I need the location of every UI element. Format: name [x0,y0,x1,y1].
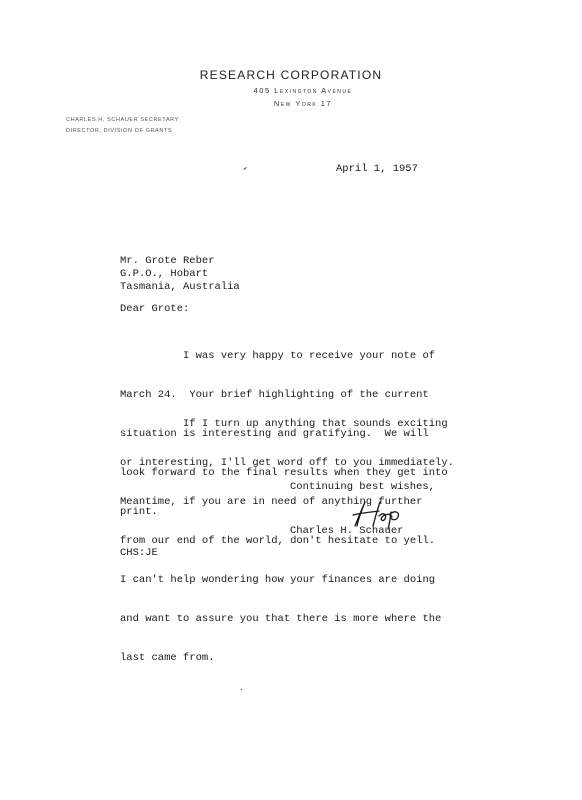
salutation: Dear Grote: [120,303,190,315]
stray-dot [240,688,243,691]
paragraph-line: I was very happy to receive your note of [120,350,436,362]
letterhead-staff-line1: CHARLES H. SCHAUER SECRETARY [66,117,179,123]
paragraph-line: last came from. [120,652,215,664]
recipient-address-line3: Tasmania, Australia [120,281,240,293]
reference-initials: CHS:JE [120,547,158,559]
recipient-address-line2: G.P.O., Hobart [120,268,209,280]
signer-name: Charles H. Schauer [290,525,404,537]
letterhead-address-line2: New York 17 [273,99,333,108]
body-paragraph-2 [120,392,454,691]
recipient-name: Mr. Grote Reber [120,255,215,267]
paragraph-line: March 24. Your brief highlighting of the current [120,389,429,401]
stray-mark [243,167,247,170]
paragraph-line: I can't help wondering how your finances are doing [120,574,436,586]
paragraph-line: print. [120,506,158,518]
closing: Continuing best wishes, [290,481,435,493]
paragraph-line: from our end of the world, don't hesitate to yell. [120,535,436,547]
paragraph-line: situation is interesting and gratifying. We will [120,428,429,440]
paragraph-line: or interesting, I'll get word off to you immediately. [120,457,454,469]
paragraph-line: look forward to the final results when they get into [120,467,448,479]
paragraph-line: Meantime, if you are in need of anything further [120,496,423,508]
letterhead-address-line1: 405 Lexington Avenue [253,86,353,95]
paragraph-line: If I turn up anything that sounds exciting [120,418,448,430]
letter-date: April 1, 1957 [336,163,418,175]
paragraph-line: and want to assure you that there is more where the [120,613,442,625]
letterhead-organization: RESEARCH CORPORATION [199,68,383,82]
letterhead-staff-line2: DIRECTOR, DIVISION OF GRANTS [66,128,173,134]
